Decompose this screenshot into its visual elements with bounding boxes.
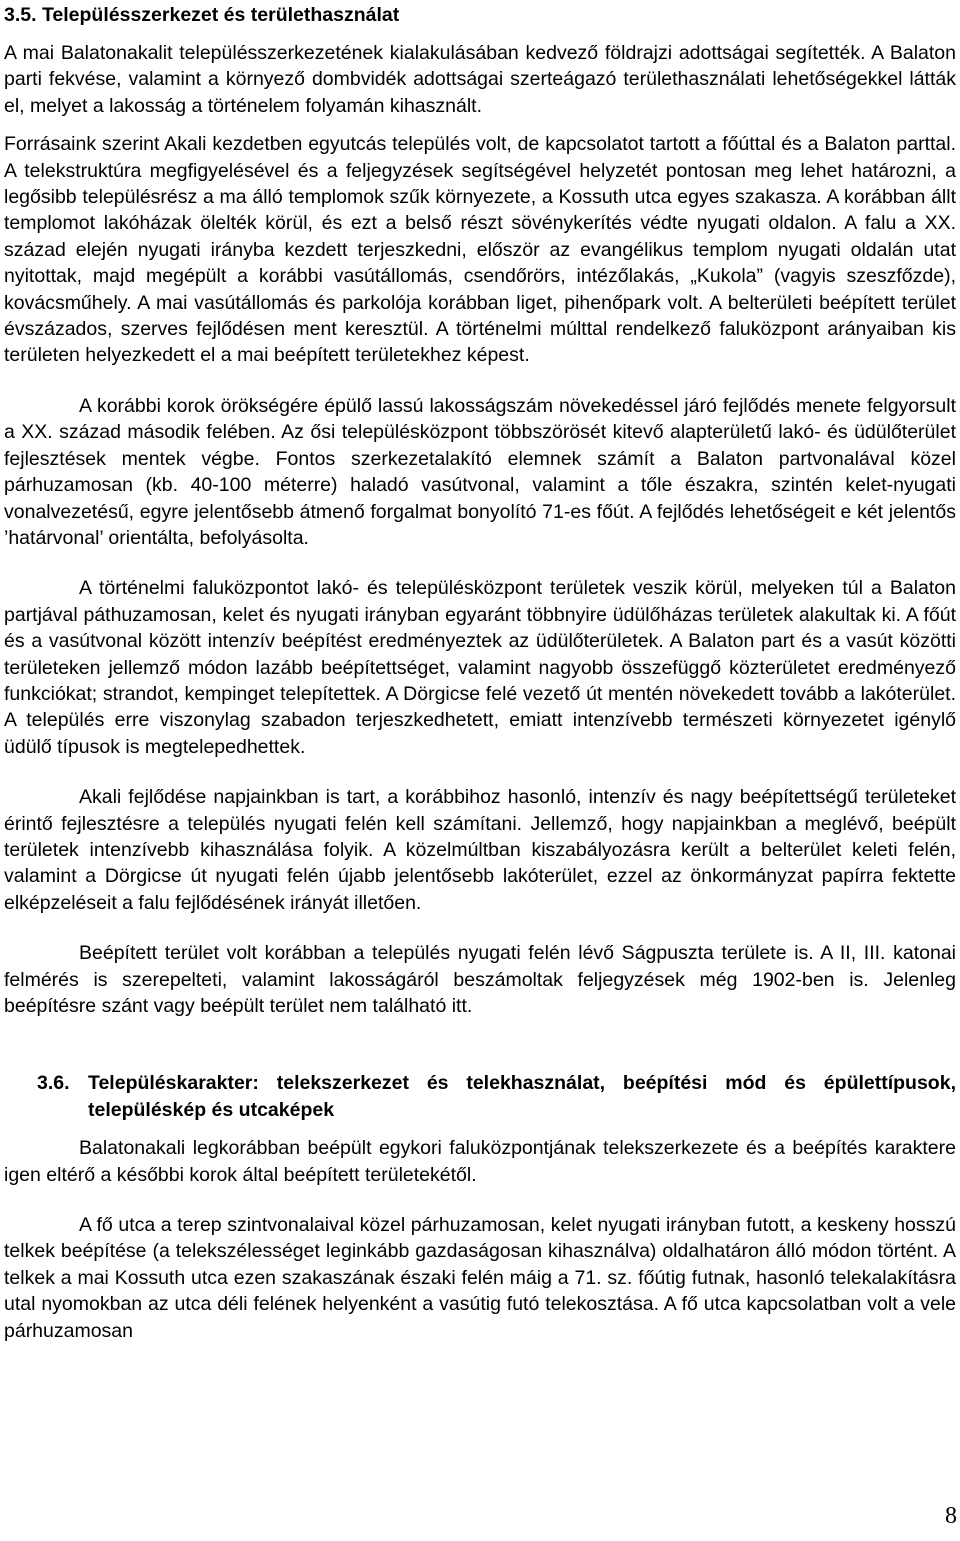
section-paragraph-6: Beépített terület volt korábban a település nyugati felén lévő Ságpuszta területe is. A II, III. katonai felmérés is szerepelteti, valamint lakosságáról beszámoltak feljegyzések még 1902-ben is. Jelenleg beépítésre szánt vagy beépült terület nem található itt. bbox=[4, 942, 956, 1017]
section-paragraph-2: Forrásaink szerint Akali kezdetben egyutcás település volt, de kapcsolatot tartott a főúttal és a Balaton parttal. A telekstruktúra megfigyelésével és a feljegyzések segítségével helyzetét pontosan meg lehet határozni, a legősibb településrész a ma álló templomok szűk környezete, a Kossuth utca egyes szakasza. A korábban állt templomot lakóházak ölelték körül, és ezt a belső részt sövénykerítés védte nyugati oldalon. A falu a XX. század elején nyugati irányba kezdett terjeszkedni, először az evangélikus templom nyugati oldalán utat nyitottak, majd megépült a korábbi vasútállomás, csendőrörs, intézőlakás, „Kukola” (vagyis szeszfőzde), kovácsműhely. A mai vasútállomás és parkolója korábban liget, pihenőpark volt. A belterületi beépített terület évszázados, szerves fejlődésen ment keresztül. A történelmi múlttal rendelkező faluközpont arányaiban kis területen helyezkedett el a mai beépített területekhez képest. bbox=[4, 133, 956, 367]
subsection-paragraph-2: A fő utca a terep szintvonalaival közel párhuzamosan, kelet nyugati irányban futott, a keskeny hosszú telkek beépítése (a telekszélességet leginkább gazdaságosan kihasználva) oldalhatáron álló módon történt. A telkek a mai Kossuth utca ezen szakaszának északi felén máig a 71. sz. főútig futnak, hasonló telekalakításra utal nyomokban az utca déli felének helyenként a vasútig futó telekosztása. A fő utca kapcsolatban volt a vele párhuzamosan bbox=[4, 1214, 956, 1342]
subsection-heading bbox=[4, 1070, 956, 1123]
section-paragraph-5: Akali fejlődése napjainkban is tart, a korábbihoz hasonló, intenzív és nagy beépítettségű területeket érintő fejlesztésre a település nyugati felén kell számítani. Jellemző, hogy napjainkban a meglévő, beépült területek intenzívebb kihasználása folyik. A közelmúltban kiszabályozásra került a belterület keleti felén, valamint a Dörgicse út nyugati felén újabb jelentősebb lakóterület, ezzel az önkormányzat papírra fektette elképzeléseit a falu fejlődésének irányát illetően. bbox=[4, 786, 956, 914]
subsection-paragraph-1: Balatonakali legkorábban beépült egykori faluközpontjának telekszerkezete és a beépítés karaktere igen eltérő a későbbi korok által beépített területekétől. bbox=[4, 1137, 956, 1186]
section-paragraph-4: A történelmi faluközpontot lakó- és településközpont területek veszik körül, melyeken túl a Balaton partjával páthuzamosan, kelet és nyugati irányban egyaránt többnyire üdülőházas területek alakultak ki. A főút és a vasútvonal között intenzív beépítést eredményeztek az üdülőterületek. A Balaton part és a vasút közötti területeken jellemző módon lazább beépítettséget, valamint nagyobb összefüggő közterületet eredményező funkciókat; strandot, kempinget telepítettek. A Dörgicse felé vezető út mentén növekedett tovább a lakóterület. A település erre viszonylag szabadon terjeszkedhetett, emiatt intenzívebb természeti környezetet igénylő üdülő típusok is megtelepedhettek. bbox=[4, 577, 956, 758]
section-paragraph-3: A korábbi korok örökségére épülő lassú lakosságszám növekedéssel járó fejlődés menete felgyorsult a XX. század második felében. Az ősi településközpont többszörösét kitevő alapterületű lakó- és üdülőterület fejlesztések mentek végbe. Fontos szerkezetalakító elemnek számít a Balaton partvonalával közel párhuzamosan (kb. 40-100 méterre) haladó vasútvonal, valamint a tőle északra, szintén kelet-nyugati vonalvezetésű, egyre jelentősebb átmenő forgalmat bonyolító 71-es főút. A fejlődés lehetőségeit e két jelentős ’határvonal’ orientálta, befolyásolta. bbox=[4, 394, 956, 549]
document-page bbox=[4, 0, 956, 1344]
section-heading: 3.5. Településszerkezet és területhasználat bbox=[4, 4, 400, 26]
subsection-title: Településkarakter: telekszerkezet és telekhasználat, beépítési mód és épülettípusok, településkép és utcaképek bbox=[88, 1072, 956, 1121]
subsection-number: 3.6. bbox=[37, 1072, 70, 1095]
page-number: 8 bbox=[945, 1503, 957, 1529]
section-paragraph-1: A mai Balatonakalit településszerkezetének kialakulásában kedvező földrajzi adottságai segítették. A Balaton parti fekvése, valamint a környező dombvidék adottságai szerteágazó területhasználati lehetőségekkel látták el, melyet a lakosság a történelem folyamán kihasznált. bbox=[4, 42, 956, 117]
